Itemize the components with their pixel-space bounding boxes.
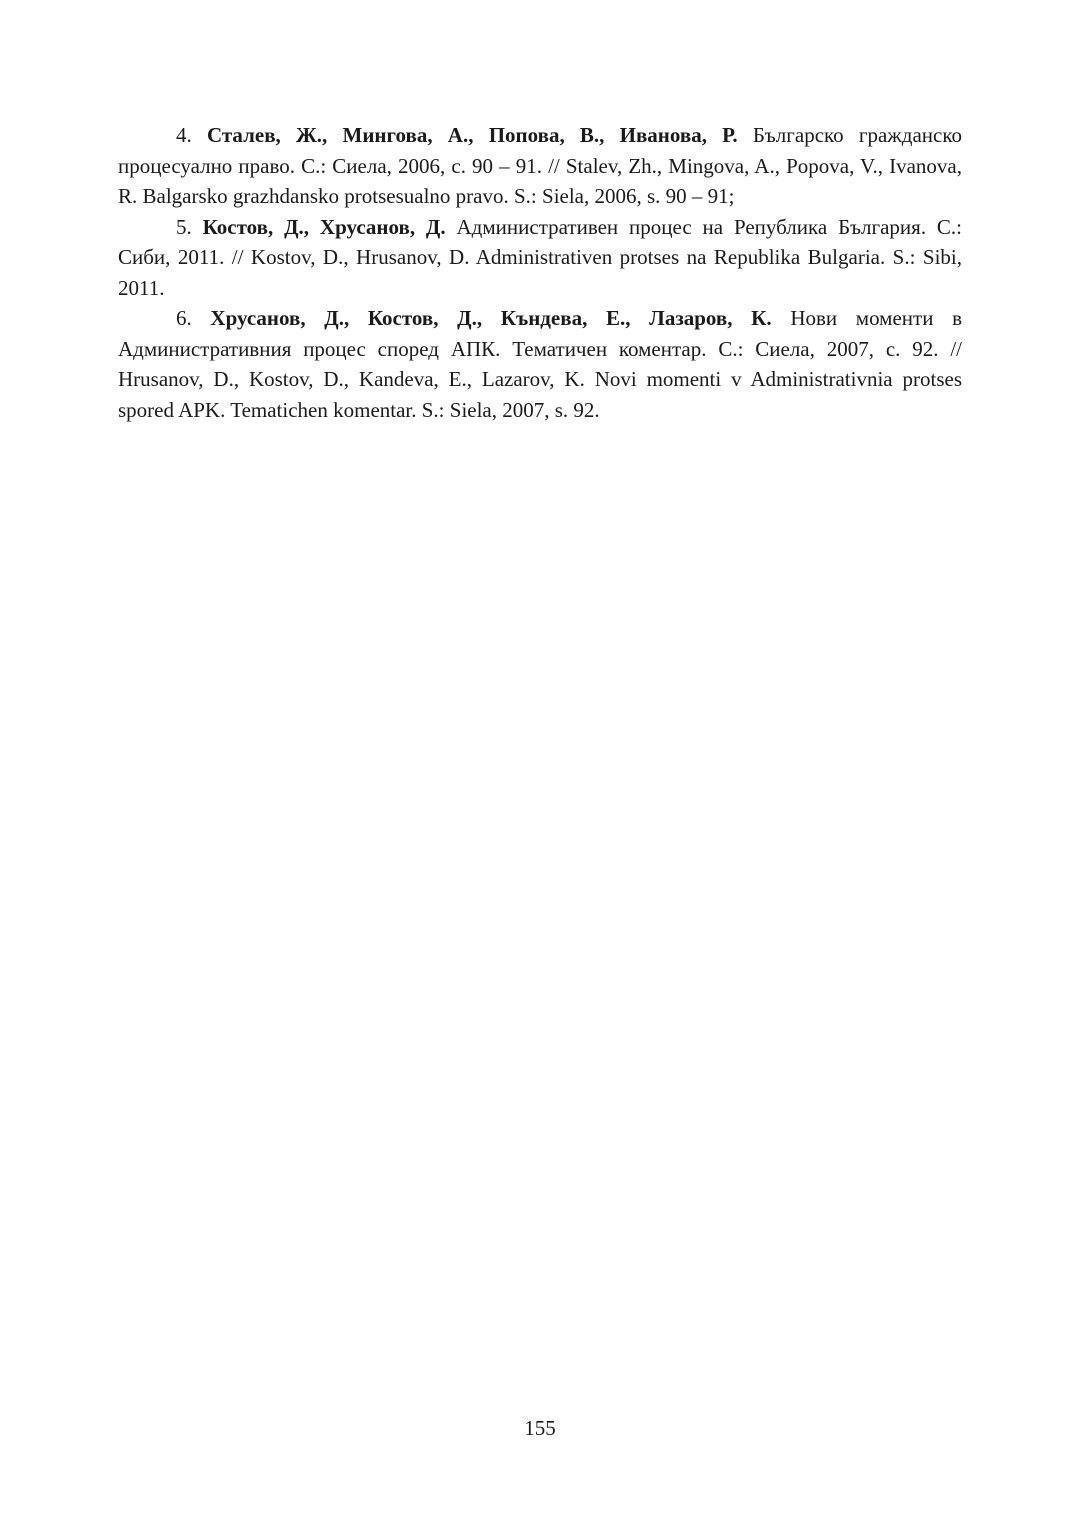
reference-text: Българско гражданско процесуално право. С.: Сиела, 2006, с. 90 – 91. // Stalev, Zh., Mingova, A., Popova, V., Ivanova, R. Balgarsko grazhdansko protsesualno pravo. S.: Siela, 2006, s. 90 – 91; — [118, 123, 963, 208]
reference-item — [118, 120, 962, 212]
reference-authors: Сталев, Ж., Мингова, А., Попова, В., Иванова, Р. — [206, 123, 738, 147]
reference-number: 6. — [176, 306, 192, 330]
reference-text: Административен процес на Република България. С.: Сиби, 2011. // Kostov, D., Hrusanov, D. Administrativen protses na Republika Bulgaria. S.: Sibi, 2011. — [118, 214, 963, 300]
reference-authors: Хрусанов, Д., Костов, Д., Къндева, Е., Лазаров, К. — [210, 306, 772, 330]
reference-list — [118, 120, 962, 425]
reference-item — [118, 303, 962, 425]
reference-item — [118, 212, 962, 304]
reference-number: 5. — [176, 214, 192, 239]
page-number: 155 — [524, 1416, 556, 1440]
reference-number: 4. — [176, 123, 192, 147]
reference-authors: Костов, Д., Хрусанов, Д. — [202, 214, 446, 239]
reference-text: Нови моменти в Административния процес според АПК. Тематичен коментар. С.: Сиела, 2007, с. 92. // Hrusanov, D., Kostov, D., Kandeva, E., Lazarov, K. Novi momenti v Administrativnia protses spored APK. Tematichen komentar. S.: Siela, 2007, s. 92. — [118, 306, 963, 422]
